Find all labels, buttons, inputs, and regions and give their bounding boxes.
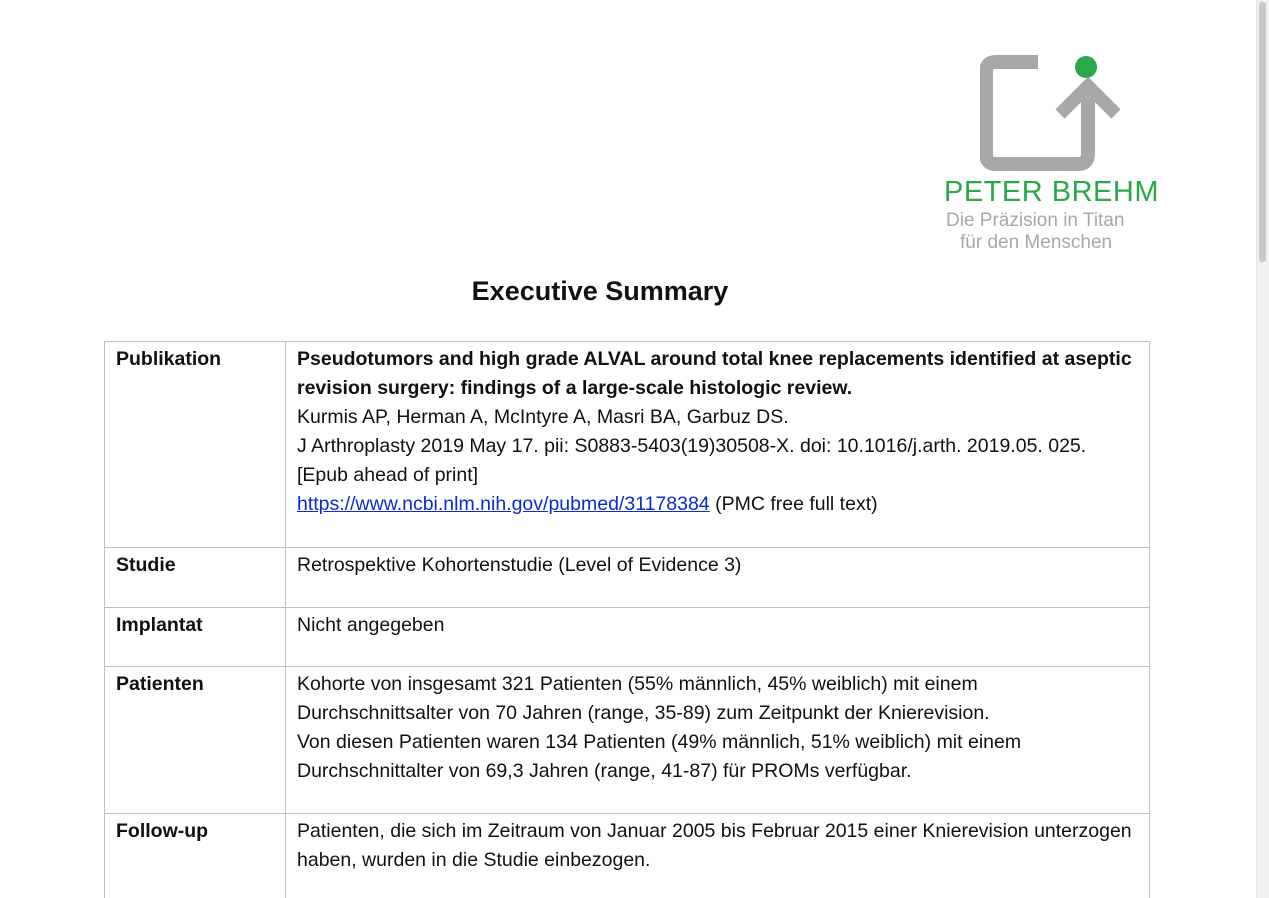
row-label: Implantat [105,608,286,667]
logo-company-name: PETER BREHM [944,176,1159,208]
publication-link-note: (PMC free full text) [709,493,878,515]
publication-link-line [297,490,1138,519]
publication-citation: J Arthroplasty 2019 May 17. pii: S0883-5403(19)30508-X. doi: 10.1016/j.arth. 2019.05. 025. [Epub ahead of print] [297,435,1087,486]
implantat-value: Nicht angegeben [286,608,1150,667]
publication-title: Pseudotumors and high grade ALVAL around total knee replacements identified at aseptic revision surgery: findings of a large-scale histologic review. [297,348,1132,399]
publication-authors: Kurmis AP, Herman A, McIntyre A, Masri BA, Garbuz DS. [297,406,789,428]
patienten-cohort-text: Kohorte von insgesamt 321 Patienten (55% männlich, 45% weiblich) mit einem Durchschnittsalter von 70 Jahren (range, 35-89) zum Zeitpunkt der Knierevision. [297,673,990,724]
vertical-scrollbar[interactable] [1256,0,1269,898]
row-label: Patienten [105,667,286,814]
row-label: Publikation [105,342,286,548]
studie-value: Retrospektive Kohortenstudie (Level of Evidence 3) [286,548,1150,608]
table-row-studie [105,548,1150,608]
page-title: Executive Summary [471,276,729,306]
publication-cell [286,342,1150,548]
row-label: Follow-up [105,814,286,898]
logo-tagline-line-1: Die Präzision in Titan [946,210,1125,231]
table-row-followup [105,814,1150,898]
row-label: Studie [105,548,286,608]
table-row-implantat [105,608,1150,667]
company-logo [940,52,1159,257]
patienten-proms-text: Von diesen Patienten waren 134 Patienten (49% männlich, 51% weiblich) mit einem Durchschnittalter von 69,3 Jahren (range, 41-87) für PROMs verfügbar. [297,731,1022,782]
followup-value: Patienten, die sich im Zeitraum von Januar 2005 bis Februar 2015 einer Knierevision unterzogen haben, wurden in die Studie einbezogen. [286,814,1150,898]
logo-tagline-line-2: für den Menschen [960,232,1113,253]
table-row-patienten [105,667,1150,814]
summary-table [104,341,1150,898]
scrollbar-thumb[interactable] [1259,2,1266,262]
logo-arrow-icon [980,52,1120,172]
table-row-publikation [105,342,1150,548]
pubmed-link[interactable]: https://www.ncbi.nlm.nih.gov/pubmed/31178384 [297,493,710,515]
patienten-cell [286,667,1150,814]
